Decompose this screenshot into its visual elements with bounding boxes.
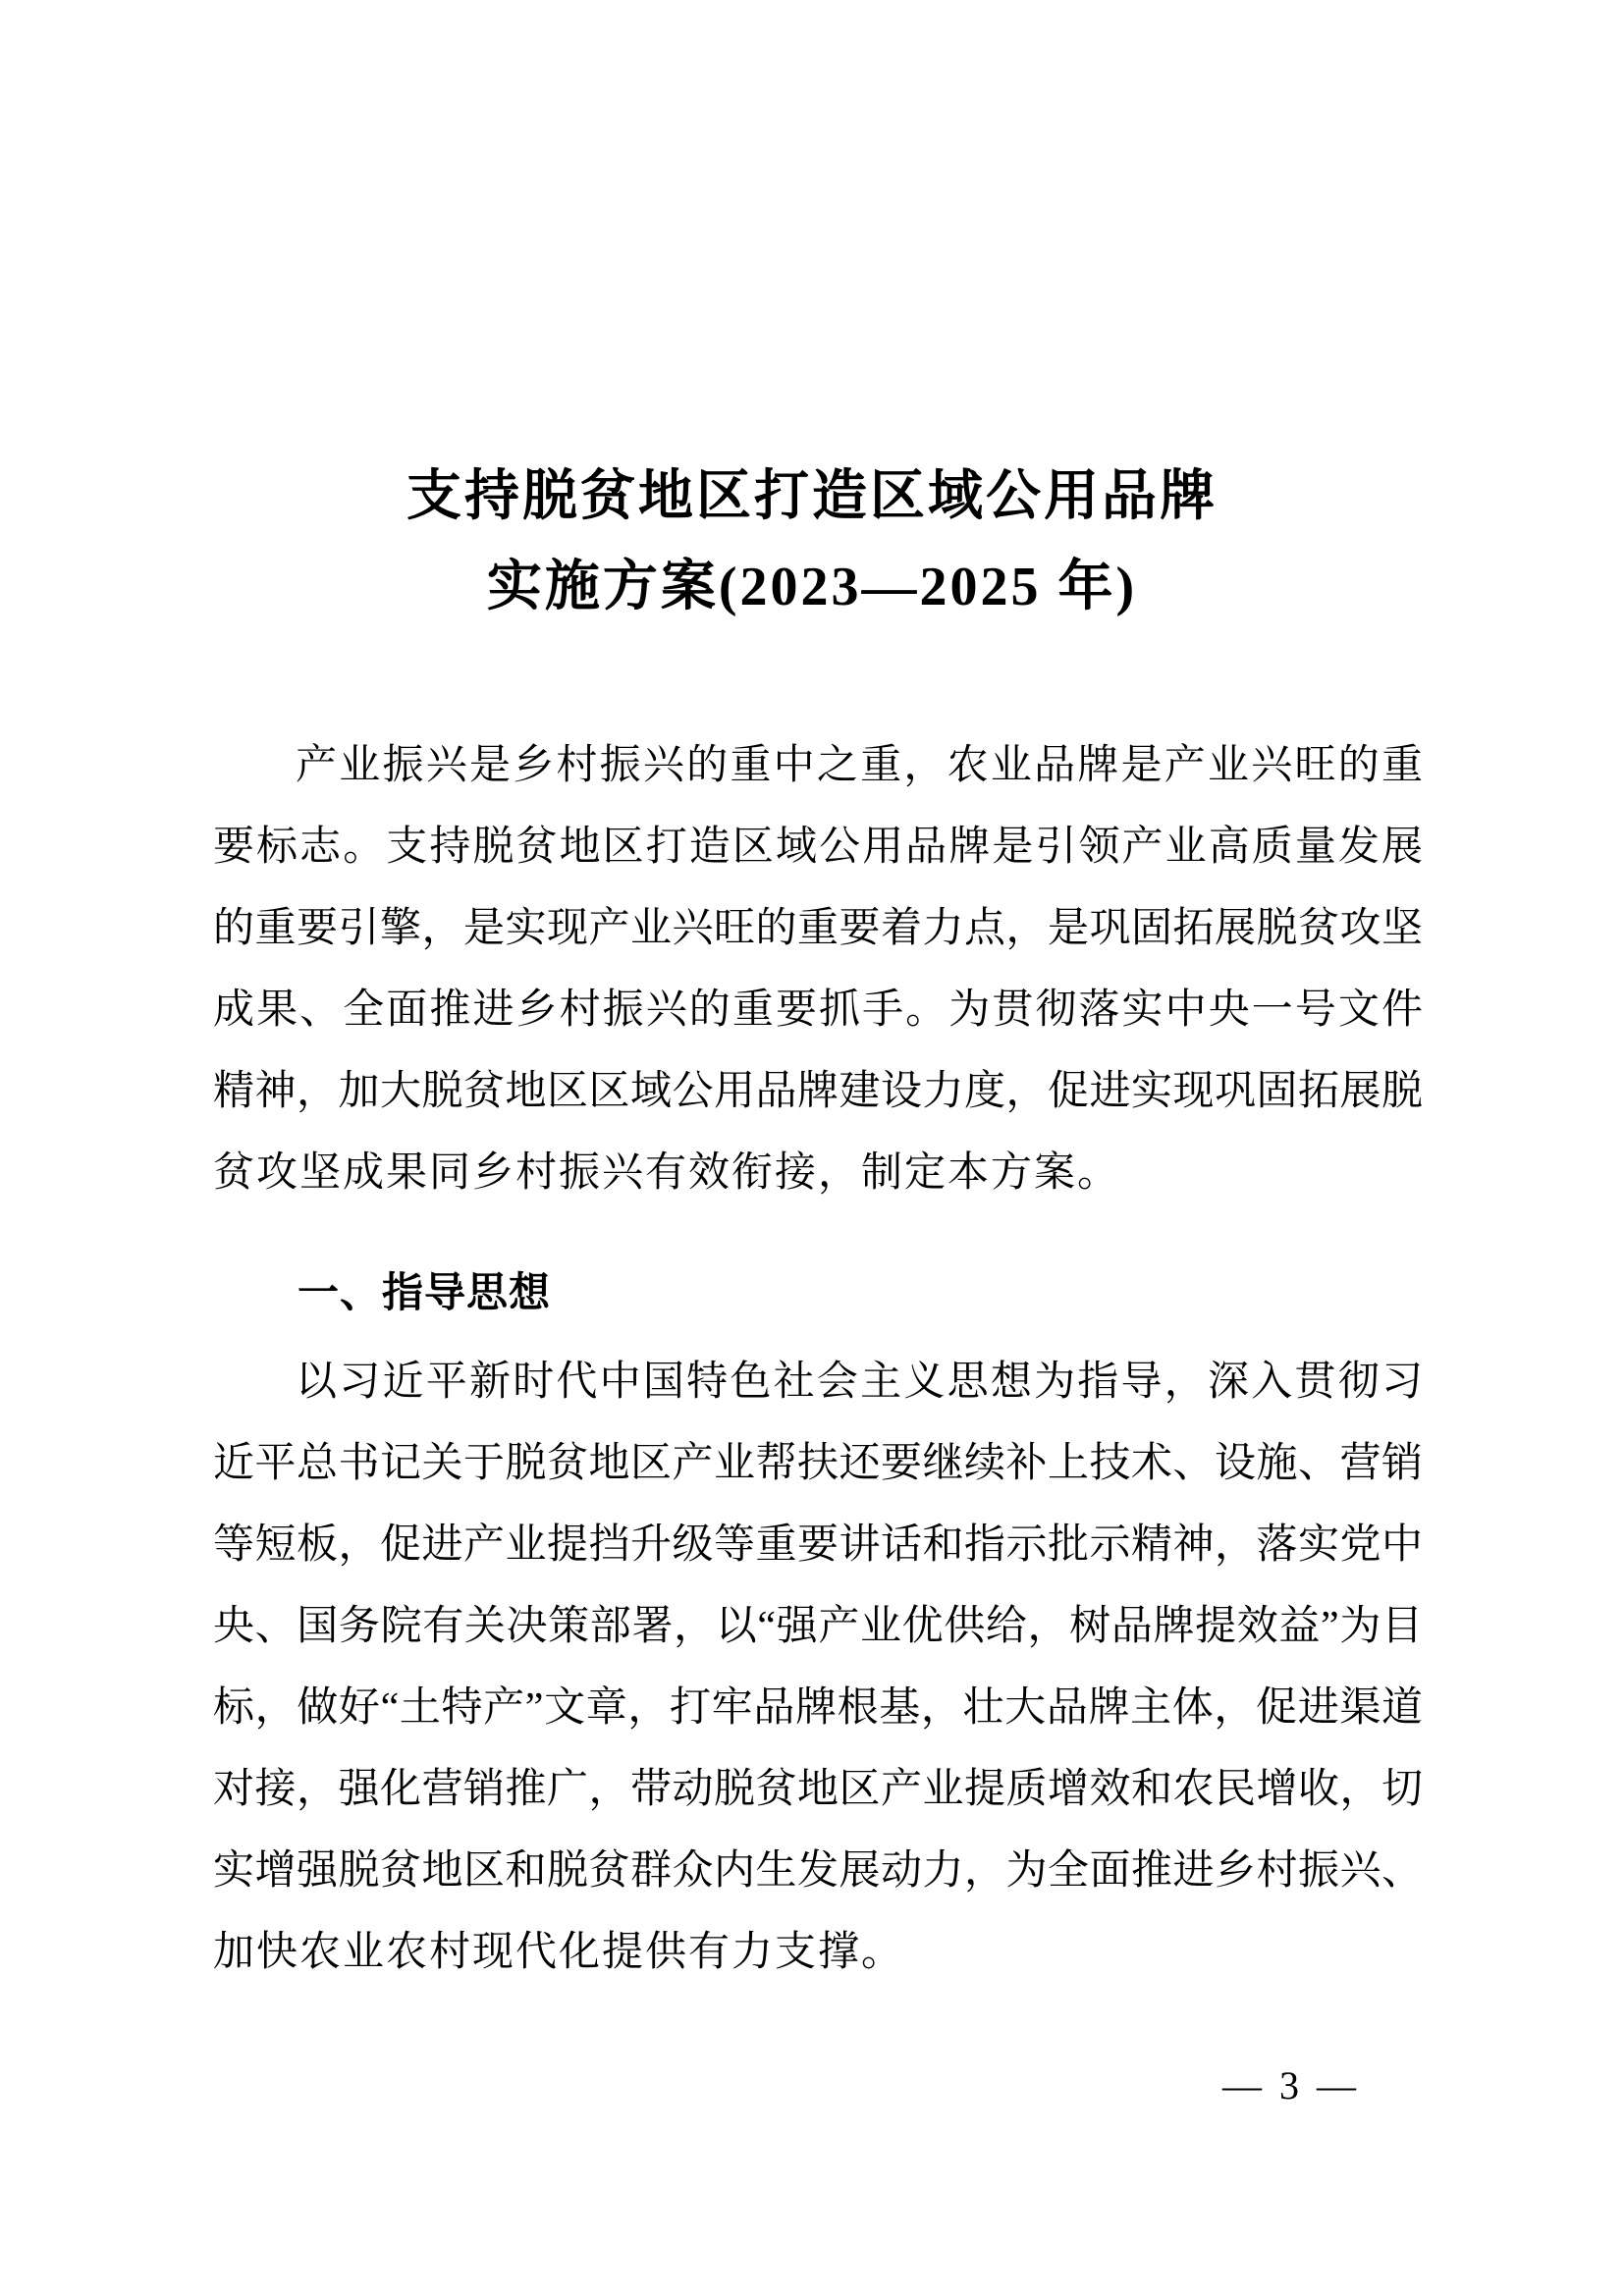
paragraph-line: 精神，加大脱贫地区区域公用品牌建设力度，促进实现巩固拓展脱 [213,1069,1423,1114]
section-heading-guiding-ideology: 一、指导思想 [298,1269,552,1315]
document-title-line-1: 支持脱贫地区打造区域公用品牌 [406,466,1218,527]
document-title [0,452,1624,632]
paragraph-line: 成果、全面推进乡村振兴的重要抓手。为贯彻落实中央一号文件 [213,988,1423,1033]
paragraph-line: 标，做好“土特产”文章，打牢品牌根基，壮大品牌主体，促进渠道 [213,1685,1423,1731]
paragraph-line: 央、国务院有关决策部署，以“强产业优供给，树品牌提效益”为目 [213,1604,1423,1649]
paragraph-line: 近平总书记关于脱贫地区产业帮扶还要继续补上技术、设施、营销 [213,1441,1423,1486]
paragraph-line: 以习近平新时代中国特色社会主义思想为指导，深入贯彻习 [296,1360,1423,1405]
document-title-line-2: 实施方案(2023—2025 年) [486,557,1138,617]
paragraph-line: 对接，强化营销推广，带动脱贫地区产业提质增效和农民增收，切 [213,1767,1423,1812]
paragraph-line: 等短板，促进产业提挡升级等重要讲话和指示批示精神，落实党中 [213,1522,1423,1568]
paragraph-2 [213,1342,1423,1994]
paragraph-line: 产业振兴是乡村振兴的重中之重，农业品牌是产业兴旺的重 [296,743,1423,788]
paragraph-line: 实增强脱贫地区和脱贫群众内生发展动力，为全面推进乡村振兴、 [213,1848,1423,1894]
paragraph-line: 加快农业农村现代化提供有力支撑。 [213,1930,905,1975]
paragraph-line: 要标志。支持脱贫地区打造区域公用品牌是引领产业高质量发展 [213,825,1423,870]
page-number: — 3 — [1222,2063,1360,2108]
paragraph-line: 贫攻坚成果同乡村振兴有效衔接，制定本方案。 [213,1150,1121,1196]
paragraph-1 [213,725,1423,1214]
paragraph-line: 的重要引擎，是实现产业兴旺的重要着力点，是巩固拓展脱贫攻坚 [213,906,1423,951]
